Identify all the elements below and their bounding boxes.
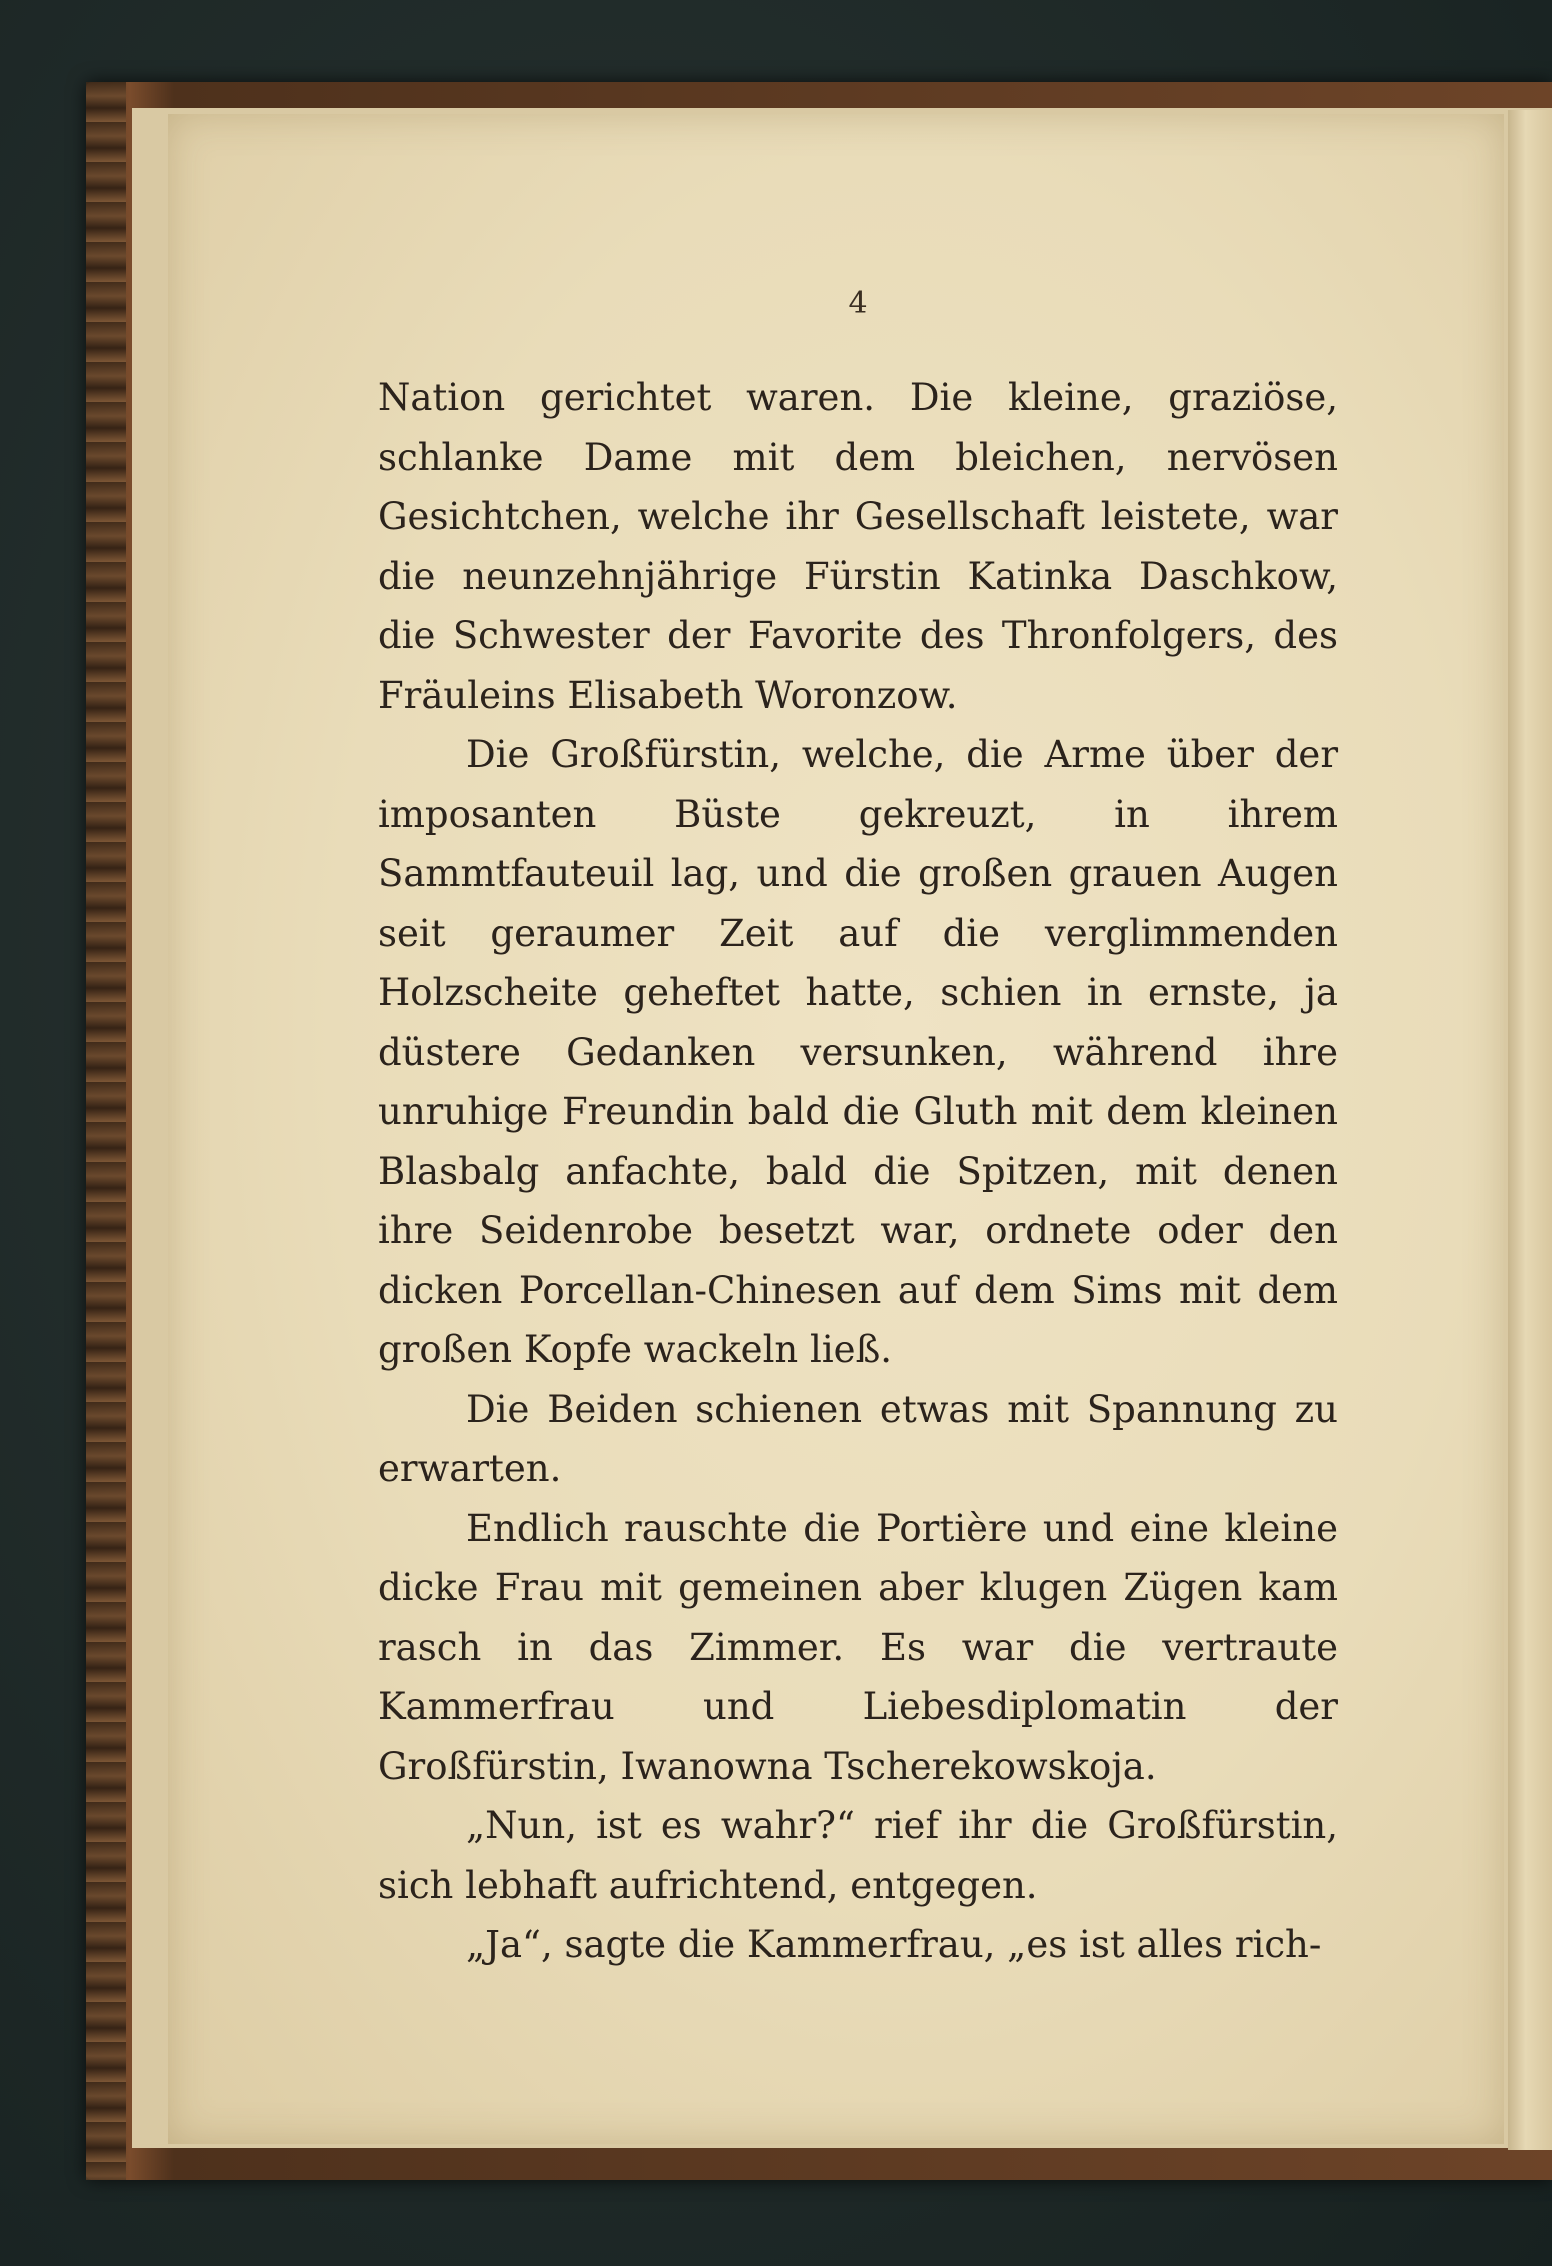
paragraph: Endlich rauschte die Portière und eine kleine dicke Frau mit gemeinen aber klugen Zügen kam rasch in das Zimmer. Es war die vertraute Kammerfrau und Liebesdiplomatin der Großfürstin, Iwanowna Tscherekowskoja. — [378, 1506, 1338, 1788]
facing-page-edge — [1508, 110, 1552, 2150]
paragraph: Die Beiden schienen etwas mit Spannung zu erwarten. — [378, 1387, 1338, 1490]
paragraph: Die Großfürstin, welche, die Arme über der imposanten Büste gekreuzt, in ihrem Sammtfauteuil lag, und die großen grauen Augen seit geraumer Zeit auf die verglimmenden Holzscheite geheftet hatte, schien in ernste, ja düstere Gedanken versunken, während ihre unruhige Freundin bald die Gluth mit dem kleinen Blasbalg anfachte, bald die Spitzen, mit denen ihre Seidenrobe besetzt war, ordnete oder den dicken Porcellan-Chinesen auf dem Sims mit dem großen Kopfe wackeln ließ. — [378, 733, 1338, 1371]
body-text — [378, 368, 1338, 1975]
paragraph: „Ja“, sagte die Kammerfrau, „es ist alles rich- — [466, 1923, 1322, 1966]
book-spine-edge — [86, 82, 126, 2180]
paragraph: „Nun, ist es wahr?“ rief ihr die Großfürstin, sich lebhaft aufrichtend, entgegen. — [378, 1804, 1338, 1907]
paragraph: Nation gerichtet waren. Die kleine, graziöse, schlanke Dame mit dem bleichen, nervösen Gesichtchen, welche ihr Gesellschaft leistete, war die neunzehnjährige Fürstin Katinka Daschkow, die Schwester der Favorite des Thronfolgers, des Fräuleins Elisabeth Woronzow. — [378, 376, 1338, 717]
page-number: 4 — [848, 286, 868, 321]
